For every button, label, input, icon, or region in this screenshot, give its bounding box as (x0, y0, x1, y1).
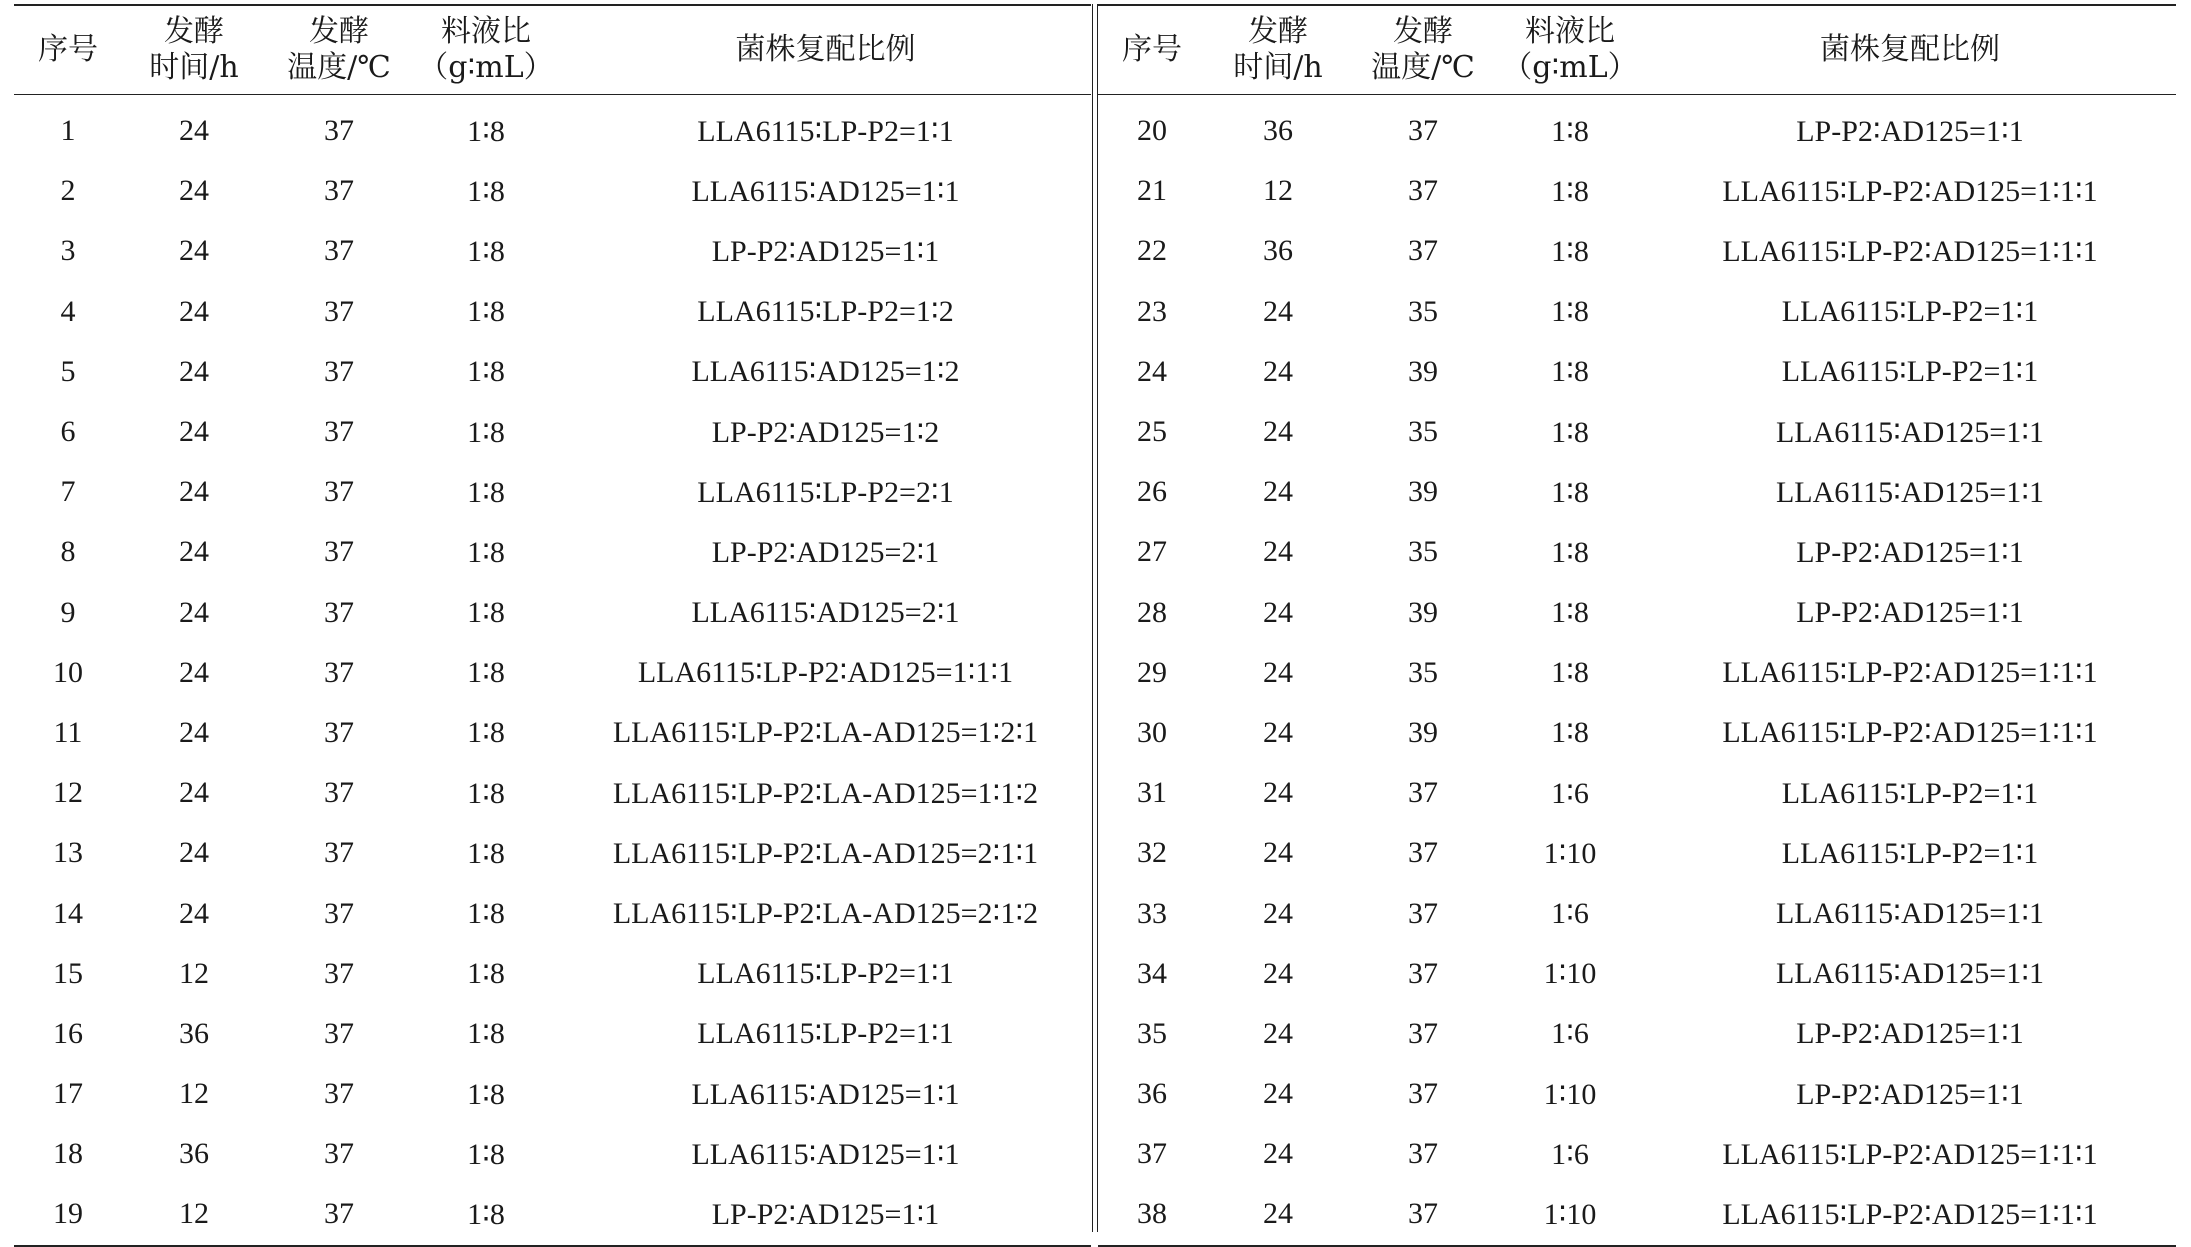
table-row (1098, 944, 2176, 1004)
table-row (14, 342, 1091, 402)
cell-no: 12 (53, 776, 83, 810)
cell-no: 36 (1137, 1077, 1167, 1111)
table-row (1098, 823, 2176, 883)
cell-fermentation-time: 24 (179, 114, 209, 148)
table-row (14, 282, 1091, 342)
cell-no: 8 (60, 535, 76, 569)
cell-fermentation-time: 24 (1263, 475, 1293, 509)
cell-fermentation-time: 12 (179, 956, 209, 990)
table-row (14, 763, 1091, 823)
cell-no: 14 (53, 896, 83, 930)
table-row (1098, 643, 2176, 703)
cell-no: 37 (1137, 1137, 1167, 1171)
cell-strain-ratio: LP-P2∶AD125=1∶1 (1796, 1017, 2024, 1051)
cell-fermentation-time: 12 (179, 1197, 209, 1231)
cell-material-liquid-ratio: 1∶8 (467, 836, 505, 870)
cell-fermentation-time: 12 (1263, 174, 1293, 208)
cell-no: 10 (53, 655, 83, 689)
cell-no: 27 (1137, 535, 1167, 569)
cell-fermentation-temperature: 37 (324, 896, 354, 930)
header-fermentation-time: 发酵 时间/h (1206, 6, 1350, 95)
cell-fermentation-temperature: 37 (1408, 1016, 1438, 1050)
cell-material-liquid-ratio: 1∶8 (467, 1017, 505, 1051)
cell-strain-ratio: LLA6115∶LP-P2=1∶1 (1781, 355, 2039, 389)
table-row (14, 1064, 1091, 1124)
cell-no: 18 (53, 1137, 83, 1171)
cell-no: 31 (1137, 776, 1167, 810)
cell-no: 23 (1137, 294, 1167, 328)
cell-fermentation-time: 12 (179, 1077, 209, 1111)
cell-fermentation-temperature: 37 (1408, 174, 1438, 208)
cell-no: 25 (1137, 415, 1167, 449)
cell-fermentation-temperature: 37 (324, 595, 354, 629)
header-strain-ratio: 菌株复配比例 (1644, 6, 2176, 95)
table-panel-left (14, 4, 1091, 1247)
table-row (14, 643, 1091, 703)
cell-fermentation-time: 24 (179, 415, 209, 449)
cell-fermentation-time: 24 (179, 174, 209, 208)
cell-no: 15 (53, 956, 83, 990)
experiment-table-left (14, 6, 1091, 1245)
cell-fermentation-time: 24 (179, 655, 209, 689)
cell-material-liquid-ratio: 1∶8 (467, 716, 505, 750)
cell-strain-ratio: LP-P2∶AD125=1∶1 (1796, 596, 2024, 630)
cell-fermentation-temperature: 37 (1408, 896, 1438, 930)
table-header-row (1098, 6, 2176, 95)
header-fermentation-temperature: 发酵 温度/℃ (266, 6, 412, 95)
cell-fermentation-temperature: 37 (1408, 836, 1438, 870)
cell-fermentation-time: 24 (179, 354, 209, 388)
cell-fermentation-temperature: 37 (1408, 114, 1438, 148)
cell-fermentation-temperature: 35 (1408, 294, 1438, 328)
cell-no: 21 (1137, 174, 1167, 208)
cell-fermentation-time: 24 (1263, 896, 1293, 930)
cell-strain-ratio: LLA6115∶AD125=1∶1 (1775, 897, 2045, 931)
cell-strain-ratio: LLA6115∶LP-P2=1∶1 (697, 957, 954, 991)
cell-strain-ratio: LP-P2∶AD125=1∶1 (1796, 114, 2024, 148)
table-row (14, 1184, 1091, 1244)
cell-no: 38 (1137, 1197, 1167, 1231)
cell-material-liquid-ratio: 1∶8 (467, 1077, 505, 1111)
cell-strain-ratio: LLA6115∶LP-P2=1∶1 (1781, 776, 2039, 810)
cell-strain-ratio: LP-P2∶AD125=2∶1 (711, 535, 940, 569)
cell-strain-ratio: LP-P2∶AD125=1∶1 (1796, 1077, 2024, 1111)
cell-strain-ratio: LLA6115∶AD125=1∶1 (1775, 415, 2045, 449)
header-material-liquid-ratio: 料液比 （g∶mL） (412, 6, 560, 95)
table-row (14, 522, 1091, 582)
cell-fermentation-time: 24 (1263, 776, 1293, 810)
cell-fermentation-temperature: 37 (324, 715, 354, 749)
cell-strain-ratio: LLA6115∶LP-P2∶AD125=1∶1∶1 (1722, 1137, 2098, 1171)
cell-strain-ratio: LLA6115∶LP-P2∶AD125=1∶1∶1 (1722, 234, 2098, 268)
cell-fermentation-time: 24 (179, 535, 209, 569)
cell-no: 22 (1137, 234, 1167, 268)
header-fermentation-time: 发酵 时间/h (122, 6, 266, 95)
table-row (1098, 1184, 2176, 1244)
cell-fermentation-temperature: 37 (324, 1016, 354, 1050)
cell-fermentation-time: 36 (1263, 114, 1293, 148)
table-row (1098, 883, 2176, 943)
cell-fermentation-temperature: 37 (324, 354, 354, 388)
cell-no: 33 (1137, 896, 1167, 930)
table-row (14, 462, 1091, 522)
cell-fermentation-temperature: 39 (1408, 595, 1438, 629)
cell-fermentation-time: 24 (1263, 715, 1293, 749)
cell-no: 30 (1137, 715, 1167, 749)
cell-strain-ratio: LLA6115∶LP-P2∶LA-AD125=2∶1∶1 (612, 836, 1039, 870)
cell-material-liquid-ratio: 1∶8 (467, 114, 505, 148)
cell-fermentation-time: 24 (1263, 1016, 1293, 1050)
cell-strain-ratio: LLA6115∶AD125=1∶1 (1775, 957, 2045, 991)
cell-material-liquid-ratio: 1∶8 (467, 656, 505, 690)
table-row (1098, 583, 2176, 643)
table-row (14, 703, 1091, 763)
cell-fermentation-time: 24 (1263, 1137, 1293, 1171)
cell-fermentation-time: 24 (1263, 655, 1293, 689)
cell-no: 20 (1137, 114, 1167, 148)
cell-material-liquid-ratio: 1∶8 (1551, 355, 1589, 389)
cell-fermentation-time: 24 (1263, 1197, 1293, 1231)
table-row (1098, 1064, 2176, 1124)
cell-fermentation-temperature: 37 (324, 234, 354, 268)
cell-fermentation-time: 24 (1263, 415, 1293, 449)
cell-fermentation-temperature: 35 (1408, 535, 1438, 569)
cell-fermentation-time: 24 (1263, 354, 1293, 388)
cell-strain-ratio: LLA6115∶LP-P2∶AD125=1∶1∶1 (1722, 656, 2098, 690)
cell-fermentation-time: 24 (1263, 294, 1293, 328)
cell-fermentation-temperature: 37 (324, 535, 354, 569)
cell-strain-ratio: LLA6115∶AD125=1∶1 (1775, 475, 2045, 509)
header-strain-ratio: 菌株复配比例 (560, 6, 1091, 95)
cell-no: 32 (1137, 836, 1167, 870)
cell-no: 2 (60, 174, 76, 208)
table-row (14, 944, 1091, 1004)
cell-no: 29 (1137, 655, 1167, 689)
cell-strain-ratio: LP-P2∶AD125=1∶1 (711, 234, 940, 268)
table-row (1098, 342, 2176, 402)
cell-fermentation-temperature: 37 (324, 956, 354, 990)
cell-material-liquid-ratio: 1∶10 (1543, 957, 1597, 991)
cell-material-liquid-ratio: 1∶6 (1551, 1137, 1589, 1171)
table-row (1098, 1004, 2176, 1064)
cell-material-liquid-ratio: 1∶8 (467, 776, 505, 810)
cell-fermentation-temperature: 39 (1408, 715, 1438, 749)
cell-fermentation-temperature: 37 (324, 415, 354, 449)
table-row (14, 1004, 1091, 1064)
cell-fermentation-time: 24 (179, 294, 209, 328)
cell-fermentation-time: 24 (179, 836, 209, 870)
cell-fermentation-temperature: 37 (324, 114, 354, 148)
cell-no: 24 (1137, 354, 1167, 388)
table-row (1098, 462, 2176, 522)
cell-no: 1 (60, 114, 76, 148)
cell-material-liquid-ratio: 1∶8 (1551, 716, 1589, 750)
table-row (1098, 703, 2176, 763)
cell-no: 3 (60, 234, 76, 268)
cell-fermentation-time: 24 (1263, 1077, 1293, 1111)
cell-strain-ratio: LP-P2∶AD125=1∶1 (711, 1197, 940, 1231)
table-row (14, 161, 1091, 221)
cell-material-liquid-ratio: 1∶8 (467, 596, 505, 630)
cell-material-liquid-ratio: 1∶8 (467, 355, 505, 389)
cell-fermentation-time: 24 (179, 776, 209, 810)
cell-material-liquid-ratio: 1∶8 (467, 295, 505, 329)
cell-strain-ratio: LLA6115∶LP-P2=1∶1 (1781, 295, 2039, 329)
cell-strain-ratio: LLA6115∶LP-P2=2∶1 (697, 475, 954, 509)
table-row (1098, 763, 2176, 823)
table-row (1098, 402, 2176, 462)
cell-strain-ratio: LLA6115∶LP-P2∶AD125=1∶1∶1 (1722, 1197, 2098, 1231)
cell-material-liquid-ratio: 1∶10 (1543, 1197, 1597, 1231)
cell-material-liquid-ratio: 1∶10 (1543, 836, 1597, 870)
table-row (1098, 161, 2176, 221)
cell-material-liquid-ratio: 1∶6 (1551, 776, 1589, 810)
cell-fermentation-time: 24 (179, 234, 209, 268)
cell-strain-ratio: LLA6115∶LP-P2∶AD125=1∶1∶1 (1722, 174, 2098, 208)
table-row (1098, 95, 2176, 162)
cell-material-liquid-ratio: 1∶8 (1551, 475, 1589, 509)
cell-material-liquid-ratio: 1∶8 (1551, 535, 1589, 569)
cell-no: 16 (53, 1016, 83, 1050)
cell-strain-ratio: LLA6115∶LP-P2=1∶1 (697, 1017, 954, 1051)
table-row (14, 1124, 1091, 1184)
cell-material-liquid-ratio: 1∶10 (1543, 1077, 1597, 1111)
cell-fermentation-temperature: 37 (1408, 1197, 1438, 1231)
table-row (14, 883, 1091, 943)
cell-strain-ratio: LLA6115∶LP-P2=1∶1 (1781, 836, 2039, 870)
cell-strain-ratio: LP-P2∶AD125=1∶2 (711, 415, 940, 449)
cell-fermentation-temperature: 37 (1408, 956, 1438, 990)
cell-no: 9 (60, 595, 76, 629)
cell-fermentation-temperature: 37 (324, 836, 354, 870)
cell-strain-ratio: LLA6115∶LP-P2=1∶1 (697, 114, 954, 148)
cell-material-liquid-ratio: 1∶8 (1551, 415, 1589, 449)
cell-strain-ratio: LP-P2∶AD125=1∶1 (1796, 535, 2024, 569)
cell-strain-ratio: LLA6115∶LP-P2=1∶2 (697, 295, 954, 329)
cell-no: 28 (1137, 595, 1167, 629)
cell-material-liquid-ratio: 1∶8 (467, 415, 505, 449)
cell-fermentation-temperature: 37 (1408, 1077, 1438, 1111)
cell-fermentation-time: 24 (1263, 535, 1293, 569)
column-divider (1092, 4, 1093, 1232)
cell-fermentation-temperature: 37 (1408, 1137, 1438, 1171)
cell-no: 11 (53, 715, 83, 749)
cell-material-liquid-ratio: 1∶8 (467, 957, 505, 991)
cell-material-liquid-ratio: 1∶8 (1551, 295, 1589, 329)
cell-material-liquid-ratio: 1∶8 (1551, 656, 1589, 690)
cell-strain-ratio: LLA6115∶LP-P2∶LA-AD125=2∶1∶2 (612, 897, 1039, 931)
cell-fermentation-temperature: 37 (1408, 776, 1438, 810)
cell-material-liquid-ratio: 1∶8 (1551, 114, 1589, 148)
cell-no: 26 (1137, 475, 1167, 509)
cell-fermentation-time: 24 (179, 715, 209, 749)
table-row (1098, 282, 2176, 342)
table-row (14, 95, 1091, 162)
table-row (1098, 522, 2176, 582)
cell-strain-ratio: LLA6115∶AD125=1∶1 (691, 174, 960, 208)
cell-strain-ratio: LLA6115∶AD125=1∶1 (691, 1077, 960, 1111)
cell-fermentation-time: 24 (1263, 595, 1293, 629)
cell-no: 17 (53, 1077, 83, 1111)
cell-material-liquid-ratio: 1∶8 (467, 897, 505, 931)
experiment-table-right (1098, 6, 2176, 1245)
table-header-row (14, 6, 1091, 95)
cell-fermentation-temperature: 35 (1408, 655, 1438, 689)
cell-material-liquid-ratio: 1∶6 (1551, 1017, 1589, 1051)
cell-no: 13 (53, 836, 83, 870)
cell-fermentation-temperature: 37 (324, 1077, 354, 1111)
table-row (1098, 221, 2176, 281)
header-material-liquid-ratio: 料液比 （g∶mL） (1496, 6, 1644, 95)
cell-strain-ratio: LLA6115∶AD125=1∶1 (691, 1137, 960, 1171)
table-row (14, 823, 1091, 883)
cell-material-liquid-ratio: 1∶8 (1551, 234, 1589, 268)
table-row (14, 221, 1091, 281)
table-panel-right (1098, 4, 2176, 1247)
cell-fermentation-time: 36 (1263, 234, 1293, 268)
table-row (1098, 1124, 2176, 1184)
cell-fermentation-time: 24 (179, 896, 209, 930)
cell-fermentation-time: 36 (179, 1016, 209, 1050)
cell-fermentation-temperature: 37 (324, 475, 354, 509)
table-row (14, 583, 1091, 643)
cell-fermentation-temperature: 37 (324, 1137, 354, 1171)
cell-fermentation-temperature: 39 (1408, 354, 1438, 388)
cell-fermentation-temperature: 37 (1408, 234, 1438, 268)
cell-strain-ratio: LLA6115∶LP-P2∶LA-AD125=1∶1∶2 (612, 776, 1039, 810)
cell-material-liquid-ratio: 1∶8 (1551, 174, 1589, 208)
cell-no: 19 (53, 1197, 83, 1231)
cell-material-liquid-ratio: 1∶8 (467, 174, 505, 208)
cell-fermentation-time: 24 (179, 595, 209, 629)
cell-no: 35 (1137, 1016, 1167, 1050)
cell-strain-ratio: LLA6115∶AD125=2∶1 (691, 596, 960, 630)
cell-material-liquid-ratio: 1∶8 (467, 1137, 505, 1171)
cell-no: 4 (60, 294, 76, 328)
cell-fermentation-temperature: 37 (324, 174, 354, 208)
cell-fermentation-time: 24 (1263, 836, 1293, 870)
cell-fermentation-time: 36 (179, 1137, 209, 1171)
cell-no: 7 (60, 475, 76, 509)
cell-fermentation-temperature: 37 (324, 776, 354, 810)
cell-fermentation-temperature: 37 (324, 655, 354, 689)
cell-strain-ratio: LLA6115∶AD125=1∶2 (691, 355, 960, 389)
table-row (14, 402, 1091, 462)
cell-fermentation-temperature: 39 (1408, 475, 1438, 509)
cell-no: 5 (60, 354, 76, 388)
cell-strain-ratio: LLA6115∶LP-P2∶LA-AD125=1∶2∶1 (612, 716, 1039, 750)
cell-strain-ratio: LLA6115∶LP-P2∶AD125=1∶1∶1 (1722, 716, 2098, 750)
cell-fermentation-temperature: 37 (324, 1197, 354, 1231)
header-fermentation-temperature: 发酵 温度/℃ (1350, 6, 1496, 95)
cell-material-liquid-ratio: 1∶8 (467, 1197, 505, 1231)
header-no: 序号 (1098, 6, 1206, 95)
cell-fermentation-time: 24 (1263, 956, 1293, 990)
cell-material-liquid-ratio: 1∶6 (1551, 897, 1589, 931)
cell-material-liquid-ratio: 1∶8 (1551, 596, 1589, 630)
cell-material-liquid-ratio: 1∶8 (467, 535, 505, 569)
cell-no: 6 (60, 415, 76, 449)
cell-material-liquid-ratio: 1∶8 (467, 475, 505, 509)
cell-no: 34 (1137, 956, 1167, 990)
cell-fermentation-temperature: 37 (324, 294, 354, 328)
cell-strain-ratio: LLA6115∶LP-P2∶AD125=1∶1∶1 (637, 656, 1014, 690)
header-no: 序号 (14, 6, 122, 95)
cell-fermentation-time: 24 (179, 475, 209, 509)
cell-material-liquid-ratio: 1∶8 (467, 234, 505, 268)
cell-fermentation-temperature: 35 (1408, 415, 1438, 449)
